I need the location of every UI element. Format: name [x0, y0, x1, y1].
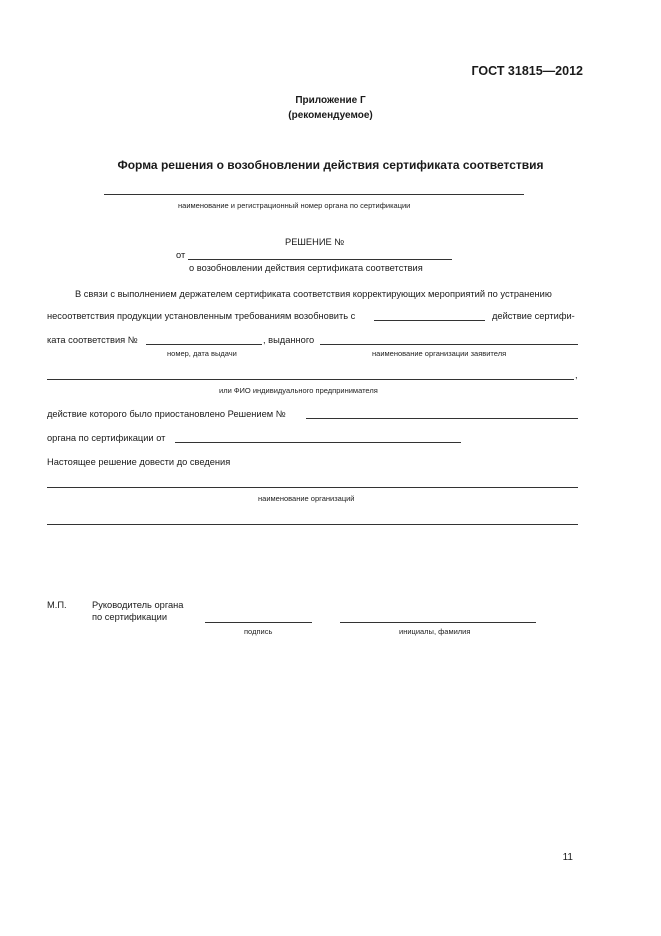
head-label-line2: по сертификации	[92, 612, 168, 622]
entrepreneur-line-comma: ,	[575, 370, 578, 380]
body-from-date-line	[175, 442, 461, 443]
appendix-subtitle: (рекомендуемое)	[288, 110, 373, 121]
certificate-number-line	[146, 344, 262, 345]
page-number: 11	[562, 852, 573, 863]
suspended-text: действие которого было приостановлено Решением №	[47, 409, 286, 419]
caption-body-name: наименование и регистрационный номер органа по сертификации	[178, 201, 411, 210]
para1-line2-end: действие сертифи-	[492, 311, 575, 321]
form-title: Форма решения о возобновлении действия сертификата соответствия	[117, 158, 544, 172]
suspension-decision-line	[306, 418, 578, 419]
applicant-name-line	[320, 344, 578, 345]
signature-line	[205, 622, 312, 623]
caption-initials: инициалы, фамилия	[399, 627, 471, 636]
organizations-line	[47, 487, 578, 488]
caption-applicant: наименование организации заявителя	[372, 349, 507, 358]
resume-date-line	[374, 320, 485, 321]
para1-line3-start: ката соответствия №	[47, 335, 138, 345]
decision-subject: о возобновлении действия сертификата соответствия	[189, 263, 423, 273]
decision-heading: РЕШЕНИЕ №	[285, 237, 345, 247]
seal-label: М.П.	[47, 600, 67, 610]
standard-code: ГОСТ 31815—2012	[471, 64, 583, 78]
organizations-line-2	[47, 524, 578, 525]
para1-line3-mid: , выданного	[263, 335, 315, 345]
initials-line	[340, 622, 536, 623]
para1-line1: В связи с выполнением держателем сертификата соответствия корректирующих мероприятий по устранению	[75, 289, 552, 299]
caption-organizations: наименование организаций	[258, 494, 355, 503]
notify-text: Настоящее решение довести до сведения	[47, 457, 231, 467]
body-name-line	[104, 194, 524, 195]
appendix-title: Приложение Г	[295, 95, 366, 106]
decision-date-line	[188, 259, 452, 260]
decision-date-prefix: от	[176, 250, 186, 260]
caption-signature: подпись	[244, 627, 273, 636]
body-from-text: органа по сертификации от	[47, 433, 166, 443]
entrepreneur-line	[47, 379, 574, 380]
caption-number-date: номер, дата выдачи	[167, 349, 237, 358]
head-label-line1: Руководитель органа	[92, 600, 184, 610]
caption-entrepreneur: или ФИО индивидуального предпринимателя	[219, 386, 378, 395]
para1-line2-start: несоответствия продукции установленным требованиям возобновить с	[47, 311, 356, 321]
